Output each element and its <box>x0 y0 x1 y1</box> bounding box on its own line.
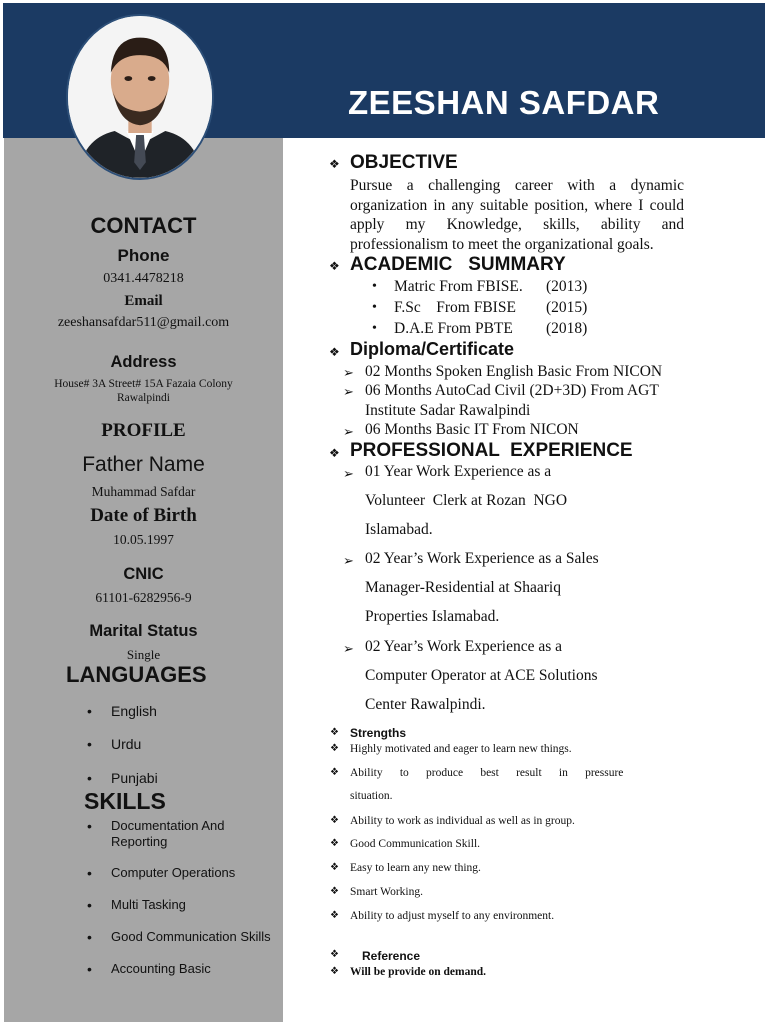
diamond-bullet-icon: ❖ <box>330 767 339 778</box>
contact-heading: CONTACT <box>90 213 197 238</box>
phone-value: 0341.4478218 <box>103 271 184 286</box>
diamond-bullet-icon: ❖ <box>330 838 339 849</box>
bullet-icon: • <box>372 300 377 315</box>
strength-item: Ability to produce best result in pressure <box>350 767 624 779</box>
cnic-value: 61101-6282956-9 <box>95 590 192 605</box>
experience-heading: PROFESSIONAL EXPERIENCE <box>350 440 633 461</box>
academic-year: (2013) <box>546 278 588 295</box>
bullet-icon: • <box>372 279 377 294</box>
diamond-bullet-icon: ❖ <box>329 157 340 171</box>
language-item: • English <box>111 703 157 719</box>
diamond-bullet-icon: ❖ <box>330 966 339 977</box>
strength-item: Ability to work as individual as well as in group. <box>350 815 575 827</box>
skill-item-continued: Reporting <box>111 834 168 849</box>
diploma-heading: Diploma/Certificate <box>350 339 515 359</box>
strength-item-continued: situation. <box>350 790 393 802</box>
diamond-bullet-icon: ❖ <box>330 815 339 826</box>
dob-label: Date of Birth <box>90 505 197 526</box>
experience-line: Islamabad. <box>365 521 433 538</box>
diamond-bullet-icon: ❖ <box>330 743 339 754</box>
strength-item: Highly motivated and eager to learn new things. <box>350 743 572 755</box>
skill-item: • Computer Operations <box>111 865 235 880</box>
skill-item: • Multi Tasking <box>111 897 186 912</box>
person-photo-icon <box>68 16 212 178</box>
diamond-bullet-icon: ❖ <box>330 862 339 873</box>
address-label: Address <box>110 353 177 371</box>
languages-heading: LANGUAGES <box>66 662 207 687</box>
academic-year: (2015) <box>546 299 588 316</box>
skill-item: • Accounting Basic <box>111 961 211 976</box>
address-line1: House# 3A Street# 15A Fazaia Colony <box>54 378 233 390</box>
experience-line: 02 Year’s Work Experience as a <box>365 638 563 655</box>
diploma-item: 02 Months Spoken English Basic From NICON <box>365 363 663 380</box>
diamond-bullet-icon: ❖ <box>330 886 339 897</box>
arrow-bullet-icon: ➢ <box>343 365 354 380</box>
academic-item: Matric From FBISE. <box>394 278 523 295</box>
academic-heading: ACADEMIC SUMMARY <box>350 254 566 275</box>
diamond-bullet-icon: ❖ <box>329 259 340 273</box>
skills-heading: SKILLS <box>84 788 166 814</box>
strength-item: Smart Working. <box>350 886 423 898</box>
profile-photo <box>66 14 214 180</box>
strengths-heading: Strengths <box>350 726 407 740</box>
marital-status-value: Single <box>126 647 161 662</box>
academic-year: (2018) <box>546 320 588 337</box>
diamond-bullet-icon: ❖ <box>330 910 339 921</box>
skill-item: • Good Communication Skills <box>111 929 271 944</box>
experience-line: Manager-Residential at Shaariq <box>365 579 561 596</box>
profile-heading: PROFILE <box>101 420 186 441</box>
diploma-item: 06 Months AutoCad Civil (2D+3D) From AGT <box>365 382 659 399</box>
arrow-bullet-icon: ➢ <box>343 466 354 481</box>
academic-item: F.Sc From FBISE <box>394 299 516 316</box>
experience-line: Computer Operator at ACE Solutions <box>365 667 598 684</box>
arrow-bullet-icon: ➢ <box>343 641 354 656</box>
arrow-bullet-icon: ➢ <box>343 553 354 568</box>
marital-status-label: Marital Status <box>89 622 198 640</box>
experience-line: Properties Islamabad. <box>365 608 500 625</box>
experience-line: 02 Year’s Work Experience as a Sales <box>365 550 599 567</box>
father-name-value: Muhammad Safdar <box>91 484 196 499</box>
diamond-bullet-icon: ❖ <box>329 345 340 359</box>
email-value: zeeshansafdar511@gmail.com <box>57 315 230 330</box>
skill-item: • Documentation And <box>111 818 224 833</box>
bullet-icon: • <box>372 321 377 336</box>
phone-label: Phone <box>117 246 170 265</box>
experience-line: Center Rawalpindi. <box>365 696 486 713</box>
address-line2: Rawalpindi <box>116 392 171 404</box>
language-item: • Urdu <box>111 736 141 752</box>
academic-item: D.A.E From PBTE <box>394 320 513 337</box>
objective-text: Pursue a challenging career with a dynamic organization in any suitable position, where I could apply my Knowledge, skills, ability and professionalism to meet the organizational goals. <box>350 177 684 253</box>
reference-heading: Reference <box>362 949 421 963</box>
diploma-item-continued: Institute Sadar Rawalpindi <box>365 402 531 419</box>
strength-item: Ability to adjust myself to any environment. <box>350 910 555 922</box>
objective-heading: OBJECTIVE <box>350 152 458 173</box>
experience-line: 01 Year Work Experience as a <box>365 463 552 480</box>
strength-item: Good Communication Skill. <box>350 838 481 850</box>
father-name-label: Father Name <box>82 453 205 476</box>
diamond-bullet-icon: ❖ <box>329 446 340 460</box>
diamond-bullet-icon: ❖ <box>330 727 339 738</box>
experience-line: Volunteer Clerk at Rozan NGO <box>365 492 568 509</box>
email-label: Email <box>124 293 163 309</box>
arrow-bullet-icon: ➢ <box>343 384 354 399</box>
dob-value: 10.05.1997 <box>113 532 174 547</box>
diamond-bullet-icon: ❖ <box>330 949 339 960</box>
reference-text: Will be provide on demand. <box>350 966 487 978</box>
diploma-item: 06 Months Basic IT From NICON <box>365 421 579 438</box>
strength-item: Easy to learn any new thing. <box>350 862 481 874</box>
candidate-name: ZEESHAN SAFDAR <box>348 84 660 121</box>
language-item: • Punjabi <box>111 770 158 786</box>
cnic-label: CNIC <box>123 565 164 583</box>
arrow-bullet-icon: ➢ <box>343 424 354 439</box>
